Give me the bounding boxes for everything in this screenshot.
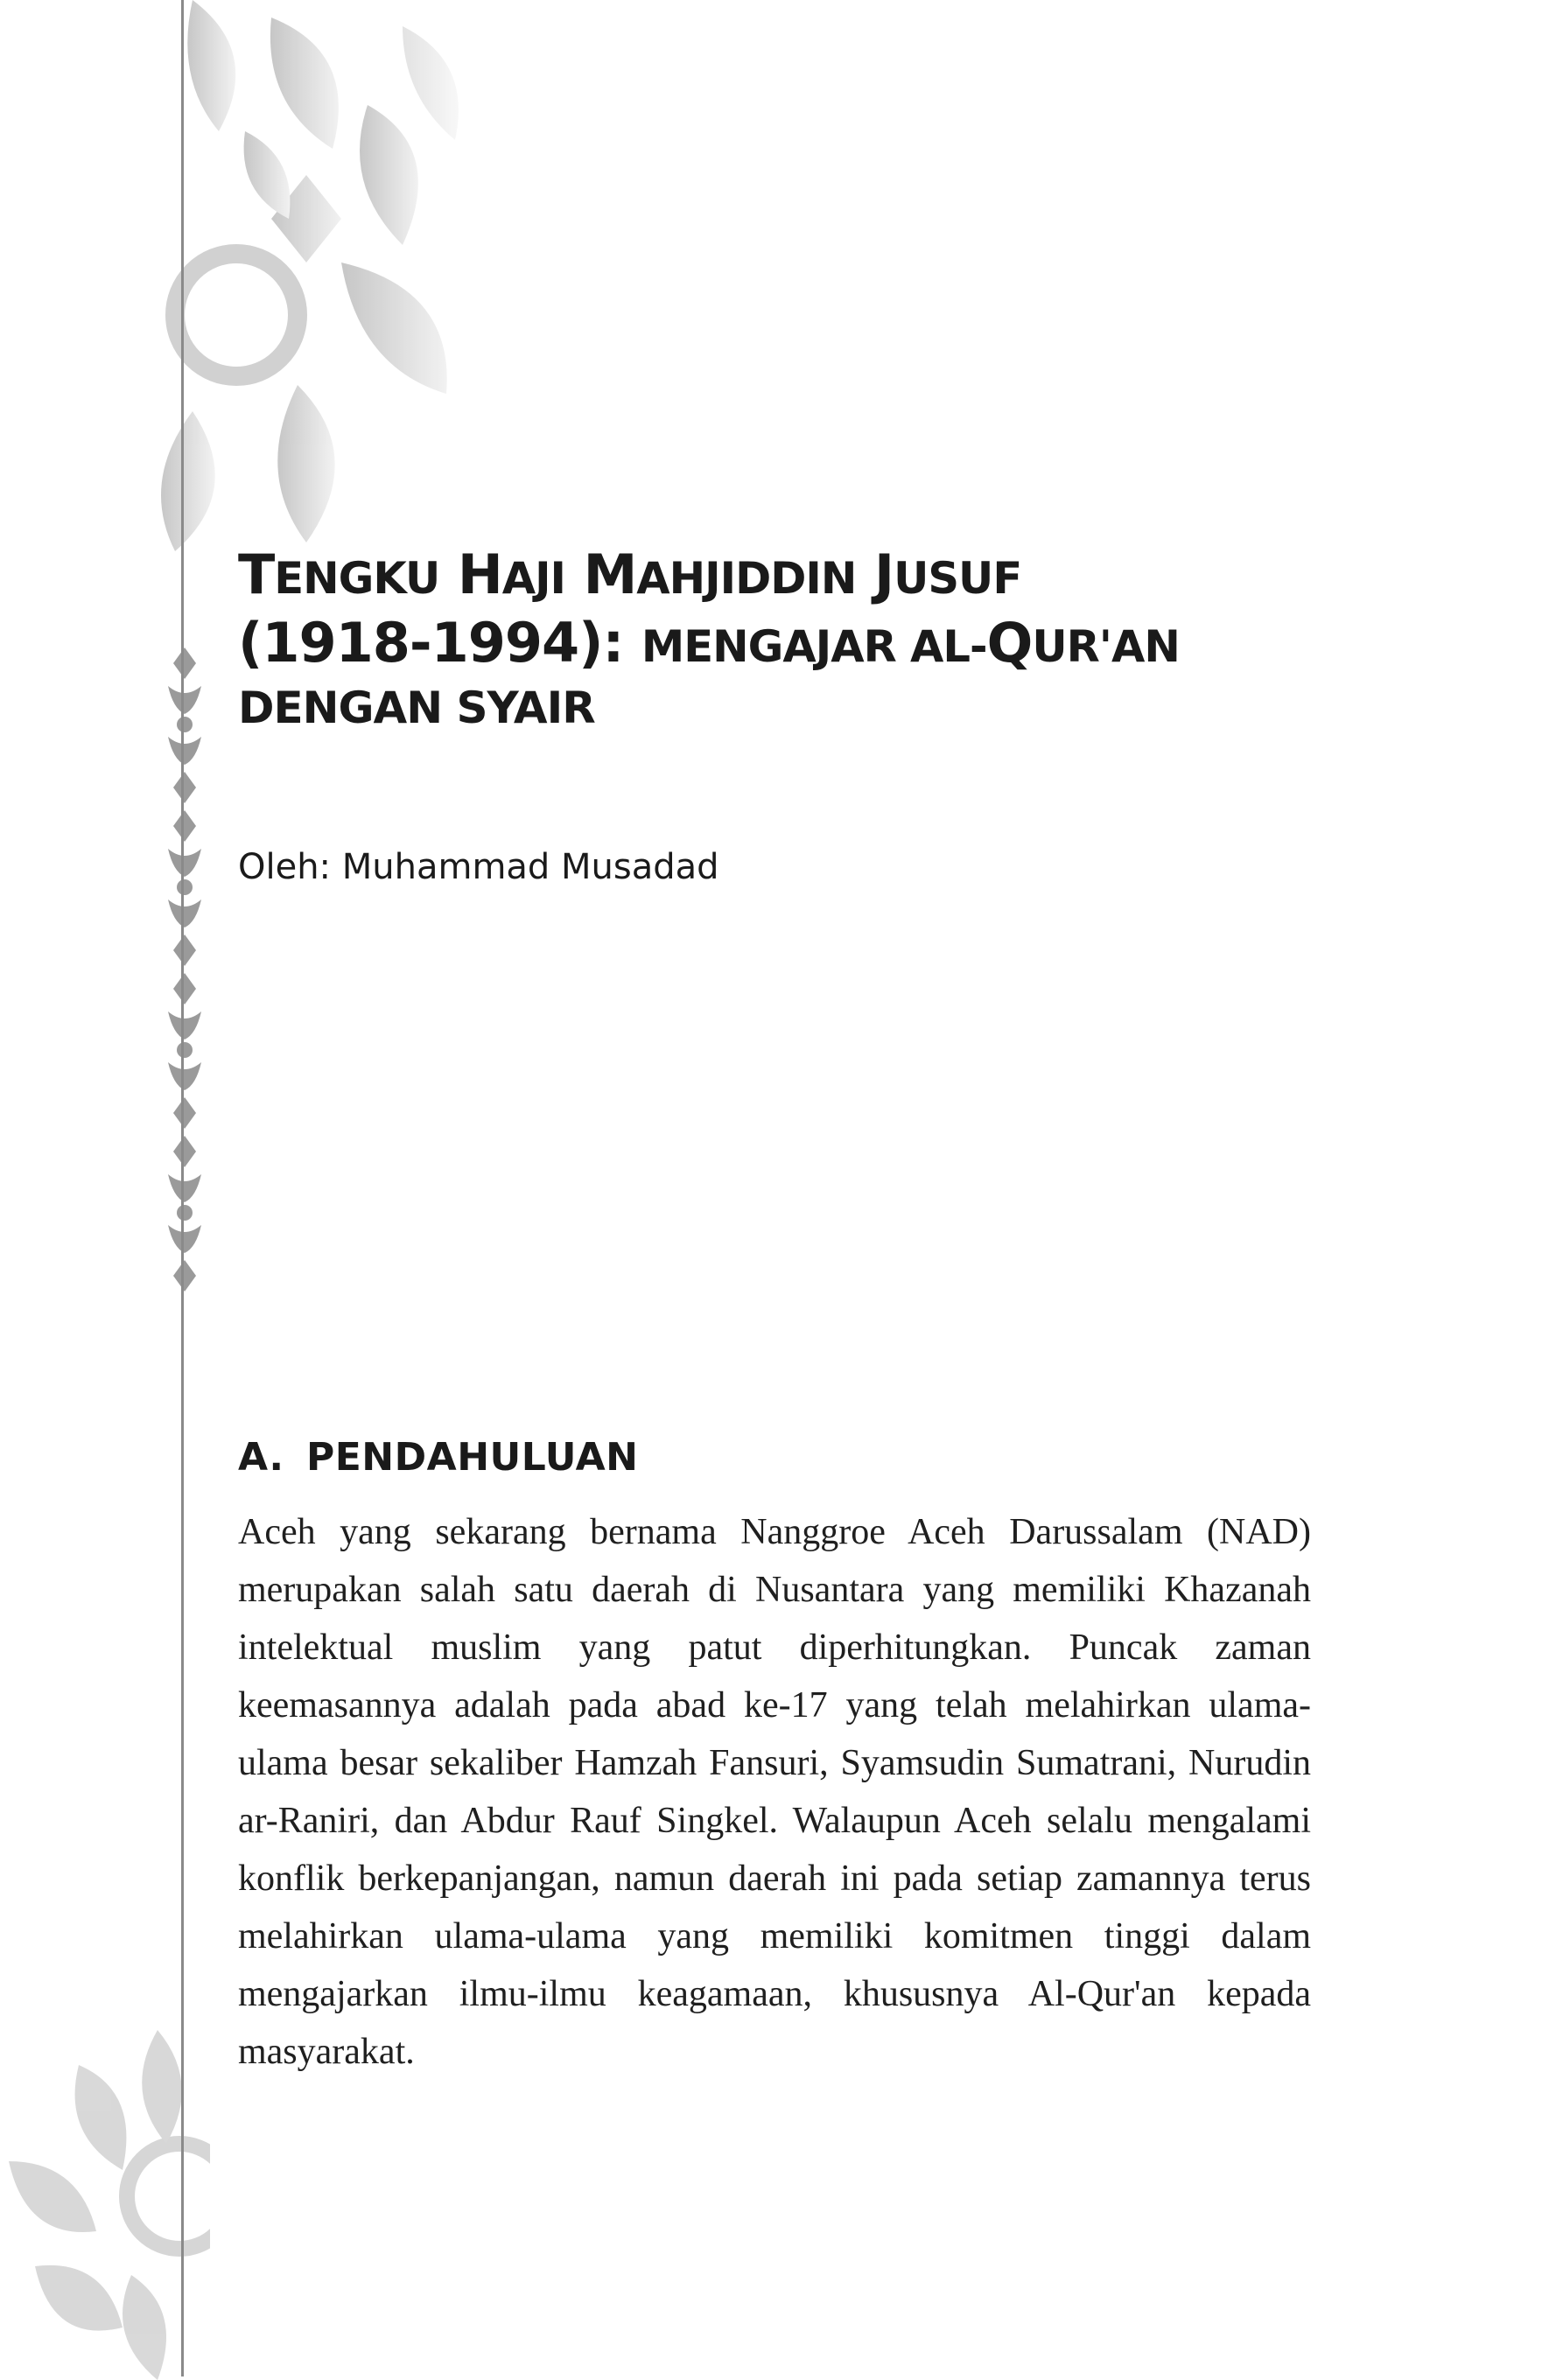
- title-text: AJI: [501, 553, 565, 604]
- section-number: A.: [238, 1435, 284, 1480]
- title-text: H: [457, 542, 502, 606]
- section-heading: [238, 1435, 638, 1480]
- title-text: T: [238, 542, 275, 606]
- title-text: M: [583, 542, 637, 606]
- vertical-rule: [181, 0, 184, 2376]
- floral-ornament-top: [140, 0, 508, 560]
- section-title: PENDAHULUAN: [306, 1435, 639, 1480]
- title-text: USUF: [894, 553, 1022, 604]
- title-text: MENGAJAR AL-: [641, 621, 987, 672]
- title-text: UR'AN: [1032, 621, 1180, 672]
- title-line-3: DENGAN SYAIR: [238, 682, 595, 733]
- title-text: ENGKU: [274, 553, 440, 604]
- body-paragraph: Aceh yang sekarang bernama Nanggroe Aceh Darussalam (NAD) merupakan salah satu daerah di Nusantara yang memiliki Khazanah intelektual muslim yang patut diperhitungkan. Puncak zaman keemasannya adalah pada abad ke-17 yang telah melahirkan ulama-ulama besar sekaliber Hamzah Fansuri, Syamsudin Sumatrani, Nurudin ar-Raniri, dan Abdur Rauf Singkel. Walaupun Aceh selalu mengalami konflik berkepanjangan, namun daerah ini pada setiap zamannya terus melahirkan ulama-ulama yang memiliki komitmen tinggi dalam mengajarkan ilmu-ilmu keagamaan, khususnya Al-Qur'an kepada masyarakat.: [238, 1512, 1311, 2072]
- title-text: Q: [986, 611, 1033, 675]
- floral-ornament-bottom: [0, 2012, 210, 2380]
- author-byline: Oleh: Muhammad Musadad: [238, 847, 719, 887]
- title-text: J: [873, 542, 894, 606]
- title-text: (1918-1994):: [238, 611, 624, 675]
- article-title: [238, 542, 1332, 737]
- title-line-1: [238, 542, 1332, 611]
- title-line-2: [238, 611, 1332, 679]
- title-text: AHJIDDIN: [636, 553, 857, 604]
- chain-ornament: [156, 648, 214, 1295]
